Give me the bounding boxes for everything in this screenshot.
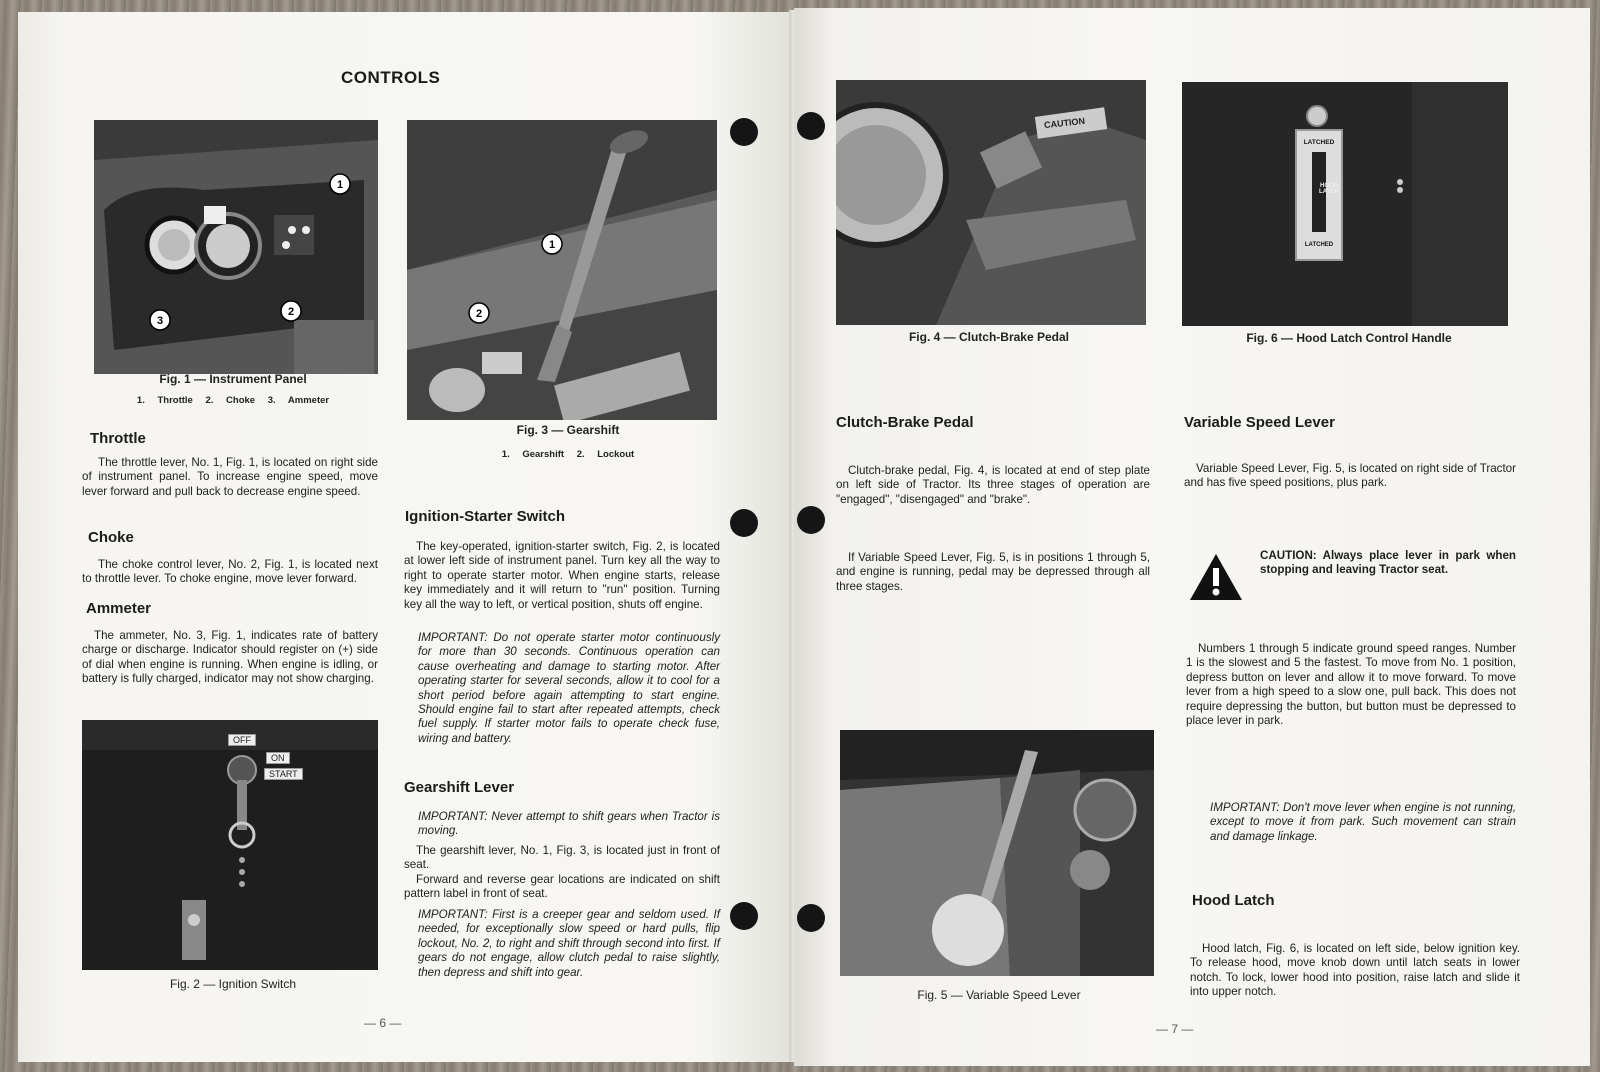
ammeter-text: The ammeter, No. 3, Fig. 1, indicates rate of battery charge or discharge. Indicator should register on (+) side of dial when engine is running. When engine is idling, or battery is fully charged, indicator may not show charging. bbox=[82, 629, 378, 686]
gearshift-important-1: IMPORTANT: Never attempt to shift gears when Tractor is moving. bbox=[418, 810, 720, 838]
variable-speed-text-1: Variable Speed Lever, Fig. 5, is located on right side of Tractor and has five speed positions, plus park. bbox=[1184, 462, 1516, 490]
binder-hole-right-bottom bbox=[797, 904, 825, 932]
fig2-label-off: OFF bbox=[228, 734, 256, 746]
fig3-callout-1-text: 1 bbox=[548, 239, 556, 251]
variable-speed-heading: Variable Speed Lever bbox=[1184, 414, 1335, 431]
fig3-item-list: 1. Gearshift 2. Lockout bbox=[501, 449, 635, 460]
left-page bbox=[18, 12, 794, 1062]
right-page bbox=[794, 8, 1590, 1066]
binder-hole-right-top bbox=[797, 112, 825, 140]
fig5-caption: Fig. 5 — Variable Speed Lever bbox=[917, 988, 1081, 1002]
fig1-callout-2 bbox=[279, 299, 303, 328]
fig3-callout-1 bbox=[540, 232, 564, 261]
fig1-callout-2-text: 2 bbox=[287, 306, 295, 318]
fig4-caution-sign: CAUTION bbox=[1043, 115, 1086, 131]
fig2-caption: Fig. 2 — Ignition Switch bbox=[169, 977, 297, 991]
fig3-callout-2 bbox=[467, 301, 491, 330]
binder-hole-left-bottom bbox=[730, 902, 758, 930]
fig3-gearshift-photo bbox=[407, 120, 717, 420]
binder-hole-left-top bbox=[730, 118, 758, 146]
ignition-heading: Ignition-Starter Switch bbox=[405, 508, 566, 525]
caution-warning-icon bbox=[1188, 552, 1244, 607]
clutch-text-1: Clutch-brake pedal, Fig. 4, is located at end of step plate on left side of Tractor. Its three stages of operation are "engaged", "disengaged" and "brake". bbox=[836, 464, 1150, 506]
fig1-instrument-panel-photo bbox=[94, 120, 378, 374]
fig2-label-on: ON bbox=[266, 752, 290, 764]
clutch-heading: Clutch-Brake Pedal bbox=[836, 414, 974, 431]
gearshift-text-2: Forward and reverse gear locations are indicated on shift pattern label in front of seat. bbox=[404, 873, 720, 901]
fig3-caption: Fig. 3 — Gearshift bbox=[516, 423, 620, 437]
ammeter-heading: Ammeter bbox=[86, 600, 152, 617]
fig4-clutch-brake-pedal-photo bbox=[836, 80, 1146, 325]
ignition-text: The key-operated, ignition-starter switch, Fig. 2, is located at lower left side of instrument panel. Turn key all the way to right to operate starter motor. When engine starts, release key immediately and it will return to "run" position. Turning key all the way to left, or vertical position, shuts off engine. bbox=[404, 540, 720, 611]
fig6-hood-latch-photo bbox=[1182, 82, 1508, 326]
right-page-number: — 7 — bbox=[1156, 1022, 1194, 1036]
fig2-label-start: START bbox=[264, 768, 303, 780]
fig1-callout-3 bbox=[148, 308, 172, 337]
fig2-ignition-switch-photo bbox=[82, 720, 378, 970]
section-title: CONTROLS bbox=[341, 68, 441, 87]
left-page-number: — 6 — bbox=[364, 1016, 402, 1030]
fig1-caption: Fig. 1 — Instrument Panel bbox=[159, 372, 307, 386]
fig1-callout-1 bbox=[328, 172, 352, 201]
fig5-variable-speed-lever-photo bbox=[840, 730, 1154, 976]
fig6-label-bottom: LATCHED bbox=[1304, 242, 1334, 248]
caution-text: CAUTION: Always place lever in park when stopping and leaving Tractor seat. bbox=[1260, 549, 1516, 577]
variable-speed-important: IMPORTANT: Don't move lever when engine is not running, except to move it from park. Such movement can strain and damage linkage. bbox=[1210, 801, 1516, 843]
hood-latch-text: Hood latch, Fig. 6, is located on left side, below ignition key. To release hood, move knob down until latch seats in lower notch. To lock, lower hood into position, raise latch and slide it into upper notch. bbox=[1190, 942, 1520, 999]
ignition-important: IMPORTANT: Do not operate starter motor continuously for more than 30 seconds. Continuous operation can cause overheating and damage to starting motor. After operating starter for several seconds, allow it to cool for a short period before again attempting to start engine. Should engine fail to start after repeated attempts, check fuel supply. If starter motor fails to operate check fuse, wiring and battery. bbox=[418, 631, 720, 745]
variable-speed-text-2: Numbers 1 through 5 indicate ground speed ranges. Number 1 is the slowest and 5 the fastest. To move from No. 1 position, depress button on lever and allow it to move forward. To move lever from a high speed to a slow one, pull back. This does not require depressing the button, but button must be depressed to place lever in park. bbox=[1186, 642, 1516, 728]
throttle-text: The throttle lever, No. 1, Fig. 1, is located on right side of instrument panel. To increase engine speed, move lever forward and pull back to decrease engine speed. bbox=[82, 456, 378, 498]
fig4-caption: Fig. 4 — Clutch-Brake Pedal bbox=[908, 330, 1070, 344]
binder-hole-left-middle bbox=[730, 509, 758, 537]
gearshift-text-1: The gearshift lever, No. 1, Fig. 3, is located just in front of seat. bbox=[404, 844, 720, 872]
hood-latch-heading: Hood Latch bbox=[1192, 892, 1275, 909]
binder-hole-right-middle bbox=[797, 506, 825, 534]
fig6-label-mid: HOOD LATCH bbox=[1319, 183, 1339, 195]
choke-heading: Choke bbox=[88, 529, 134, 546]
fig1-callout-3-text: 3 bbox=[156, 315, 164, 327]
fig1-item-list: 1. Throttle 2. Choke 3. Ammeter bbox=[136, 395, 330, 406]
throttle-heading: Throttle bbox=[90, 430, 146, 447]
choke-text: The choke control lever, No. 2, Fig. 1, is located next to throttle lever. To choke engine, move lever forward. bbox=[82, 558, 378, 586]
gearshift-heading: Gearshift Lever bbox=[404, 779, 515, 796]
clutch-text-2: If Variable Speed Lever, Fig. 5, is in positions 1 through 5, and engine is running, pedal may be depressed through all three stages. bbox=[836, 551, 1150, 593]
fig1-callout-1-text: 1 bbox=[336, 179, 344, 191]
gearshift-important-2: IMPORTANT: First is a creeper gear and seldom used. If needed, for exceptionally slow speed or hard pulls, flip lockout, No. 2, to right and shift through second into first. If gears do not engage, allow clutch pedal to raise slightly, then depress and shift into gear. bbox=[418, 908, 720, 979]
fig3-callout-2-text: 2 bbox=[475, 308, 483, 320]
fig6-label-top: LATCHED bbox=[1303, 139, 1335, 146]
fig6-caption: Fig. 6 — Hood Latch Control Handle bbox=[1246, 331, 1452, 345]
